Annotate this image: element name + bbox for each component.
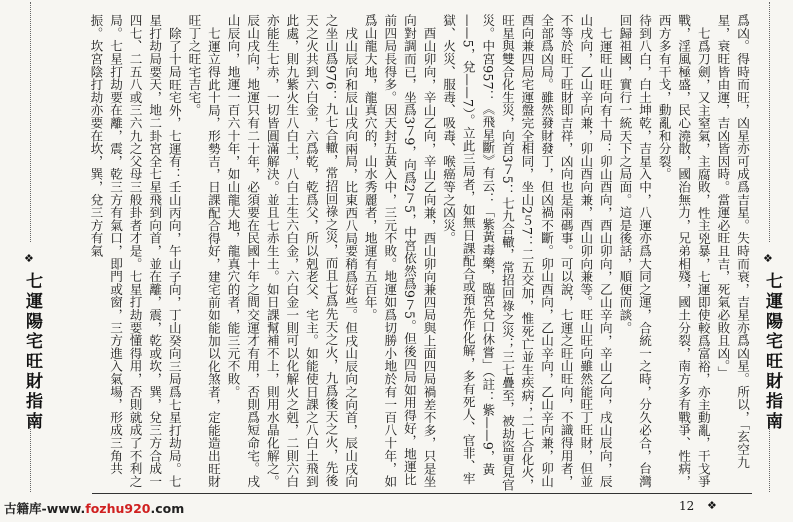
right-diamond-marker: ❖ [763,252,773,265]
site-watermark [4,499,184,517]
footer-diamond-marker: ❖ [707,499,717,512]
paragraph: 七運立得此十局，形勢吉，日課配合得好，建宅前如能加以化煞者，定能造出旺財旺丁之旺宅吉宅。 [186,14,221,488]
watermark-prefix: 古籍库-www. [4,501,86,516]
paragraph: 爲凶。得時而旺，凶星亦可成爲吉星。失時而衰，吉星亦爲凶星。所以，「玄空九星，衰旺皆由運，吉凶皆因時。當運必旺且吉，死氣必敗且凶。」 [715,14,750,469]
watermark-url: fozhu920 [85,501,151,516]
footer-rule [92,493,752,494]
right-running-title: 七運陽宅旺財指南 [762,272,782,432]
watermark-suffix: .com [150,501,185,516]
left-margin-rule [30,2,31,242]
paragraph: 待到八白，白土坤乾，吉星入中，八運亦爲大同之運，合統一之時，分久必合，台灣回歸祖國，實行一統天下之局面。這是後話，順便而談。 [617,14,653,488]
body-text [88,14,752,492]
left-running-title: 七運陽宅旺財指南 [22,272,42,432]
paragraph: 酉山卯向，辛山乙向，辛山乙向兼，酉山卯向兼四局與上面四局禍差不多，只是坐向對調而已，坐爲3７9，向爲2７5，中宮依然爲9７5。但後四局如用得好，地運比前四局長得多。因天封五黃入中，三元不敗。地運如爲切勝小地於有一百八十年，如爲山龍大地，龍真穴的，山水秀麗者，地運有五百年。 [362,14,437,488]
left-diamond-marker: ❖ [24,252,34,265]
page-number: 12 [679,499,695,513]
paragraph: 戌山辰向和辰山戌向兩局，比東西八局要稍爲好些。但戌山辰向之向首，辰山戌向之坐山爲976：九七合轍，常招回祿之災，而且七爲先天之火，九爲後天之火，先後天之火共到六白金，六爲乾，乾爲父，所以剋老父、宅主。如能使日課之八白土飛到此處，則九紫火生八白土，八白土生六白金，六白金一則可以化解火之剋，二則六白亦能生七赤，一切皆圓滿解決。並且七赤生土。如日課幫補不上，則用水晶化解之。辰山戌向，地運只有二十年，必須要在民國十年之間交運才有用，否則爲短命宅。戌山辰向，地運一百六十年，如山龍大地，龍真穴的者，能三元不敗。 [225,14,359,488]
paragraph: 七爲刀劍，又主窒氣，主腐敗，性主兇暴，七運即使較爲富裕，亦主動亂，干戈爭戰，淫風極盛，民心澆散，國治無力，兄弟相殘，國土分裂，南方多有戰爭、性病，西方多有干戈，動亂和分裂。 [656,14,711,488]
right-margin-rule [769,2,770,242]
paragraph: 七運旺山旺向有十局：卯山酉向，酉山卯向，乙山辛向，辛山乙向，戌山辰向，辰山戌向，乙山辛向兼，卯山酉向兼，酉山卯向兼等。旺山旺向雖然能旺丁旺財，但並不等於旺丁旺財即吉祥，凶向也是兩碼事。可以說，七運之旺山旺向，不識得用者，全部爲凶局。雖然發財發丁，但凶禍不斷。卯山酉向，乙山辛向，乙山辛向兼，卯山酉向兼四局宅運盤完全相同，坐山2５7：二五交加，惟死亡並生疾病；二七合化火，旺星與雙合化生災，向首3７5：七九合轍，常招回祿之災；三七疊至，被劫盜更見官災。中宮957：《飛星斷》有云：「紫黃毒藥，臨宮兌口休嘗」（註：紫——9，黃——5，兌——7）。立此三局者，如無日課配合或預先作化解，多有死人、官非、牢獄、火災、服毒、吸毒、喉癌等之凶災。 [441,14,613,492]
paragraph: 除了十局旺宅外，七運有：壬山丙向，午山子向，丁山癸向三局爲七星打劫局。七星打劫局要天，地二卦宮全七星飛到向首，並在離，震，乾或坎，巽，兌三方合成一四七、二五八或三六九之父母三般卦者才是。七星打劫要懂得用，否則就成了不利之局。七星打劫要在離，震，乾三方有氣口，即門或窗，三方進入氣場，形成三角共振。坎宮陰打劫亦要在坎，巽，兌三方有氣 [88,14,182,488]
